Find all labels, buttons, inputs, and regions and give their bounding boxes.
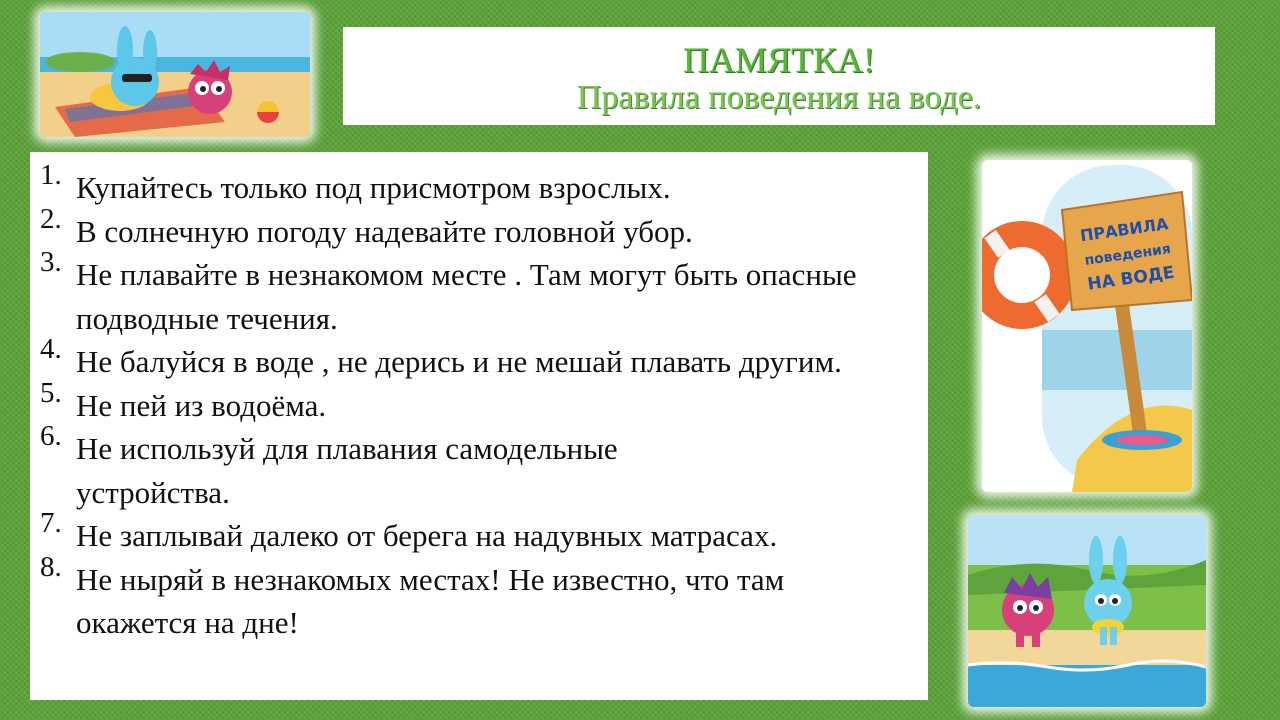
sign-line-1: ПРАВИЛА: [1078, 214, 1170, 246]
rule-item: [40, 376, 928, 428]
sign-line-3: НА ВОДЕ: [1086, 262, 1176, 295]
rules-panel: [30, 152, 928, 700]
rule-number: 3.: [40, 246, 62, 278]
rule-text: Купайтесь только под присмотром взрослых.: [76, 170, 671, 205]
rule-text: Не балуйся в воде , не дерись и не мешай плавать другим.: [76, 344, 842, 379]
rule-item: [40, 159, 928, 210]
rule-number: 2.: [40, 202, 62, 235]
rule-item: [40, 507, 928, 558]
rule-item: [40, 202, 928, 254]
rule-number: 7.: [40, 507, 62, 539]
characters-at-lake-image: [968, 515, 1206, 707]
water-safety-sign-image: [982, 160, 1192, 492]
rule-text: Не пей из водоёма.: [76, 387, 327, 423]
rule-item: [40, 550, 928, 645]
sign-line-2: поведения: [1083, 240, 1172, 269]
title-banner: [343, 27, 1215, 125]
rule-text: Не используй для плавания самодельные устройства.: [76, 431, 618, 510]
rule-number: 5.: [40, 376, 62, 409]
page-subtitle: Правила поведения на воде.: [576, 79, 982, 116]
rule-number: 8.: [40, 550, 62, 583]
rules-list: [40, 159, 928, 645]
rule-number: 4.: [40, 333, 62, 365]
rule-text: Не плавайте в незнакомом месте . Там могут быть опасные подводные течения.: [76, 257, 857, 336]
rule-number: 1.: [40, 159, 62, 191]
rule-item: [40, 246, 928, 340]
rule-text: Не заплывай далеко от берега на надувных матрасах.: [76, 518, 778, 553]
rule-text: Не ныряй в незнакомых местах! Не известно, что там окажется на дне!: [76, 561, 785, 640]
page-title: ПАМЯТКА!: [682, 40, 875, 80]
rule-item: [40, 420, 928, 514]
rule-item: [40, 333, 928, 384]
rule-number: 6.: [40, 420, 62, 452]
rule-text: В солнечную погоду надевайте головной убор.: [76, 213, 693, 249]
beach-cartoon-image: [40, 12, 310, 137]
